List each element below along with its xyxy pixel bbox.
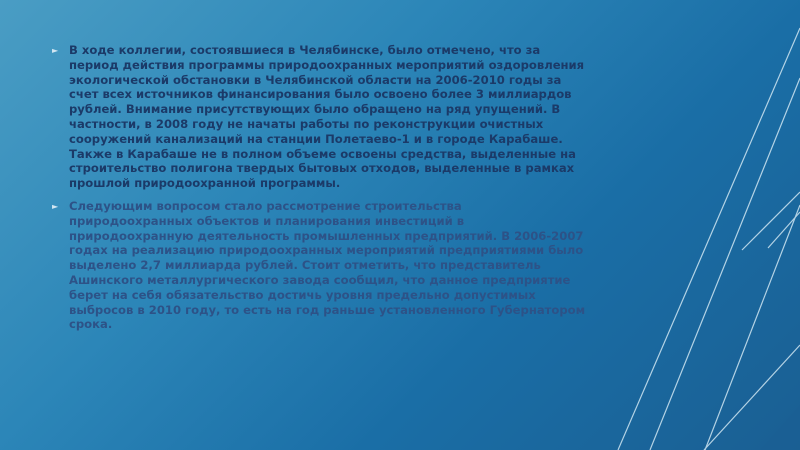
triangle-bullet-icon: ►: [52, 46, 59, 55]
deco-line: [768, 212, 800, 248]
paragraph-1: [52, 43, 587, 191]
deco-line: [705, 205, 800, 450]
paragraph-2-text: Следующим вопросом стало рассмотрение строительства природоохранных объектов и планирования инвестиций в природоохранную деятельность промышленных предприятий. В 2006-2007 годах на реализацию природоохранных мероприятий предприятиями было выделено 2,7 миллиарда рублей. Стоит отметить, что представитель Ашинского металлургического завода сообщил, что данное предприятие берет на себя обязательство достичь уровня предельно допустимых выбросов в 2010 году, то есть на год раньше установленного Губернатором срока.: [69, 198, 586, 332]
slide-body: [52, 43, 587, 340]
triangle-bullet-icon: ►: [52, 201, 59, 211]
paragraph-2: [52, 199, 587, 332]
deco-line: [618, 28, 800, 450]
paragraph-1-text: В ходе коллегии, состоявшиеся в Челябинске, было отмечено, что за период действия программы природоохранных мероприятий оздоровления экологической обстановки в Челябинской области на 2006-2010 годы за счет всех источников финансирования было освоено более 3 миллиардов рублей. Внимание присутствующих было обращено на ряд упущений. В частности, в 2008 году не начаты работы по реконструкции очистных сооружений канализаций на станции Полетаево-1 и в городе Карабаше. Также в Карабаше не в полном объеме освоены средства, выделенные на строительство полигона твердых бытовых отходов, выделенные в рамках прошлой природоохранной программы.: [69, 43, 585, 191]
deco-triangle: [760, 405, 800, 450]
